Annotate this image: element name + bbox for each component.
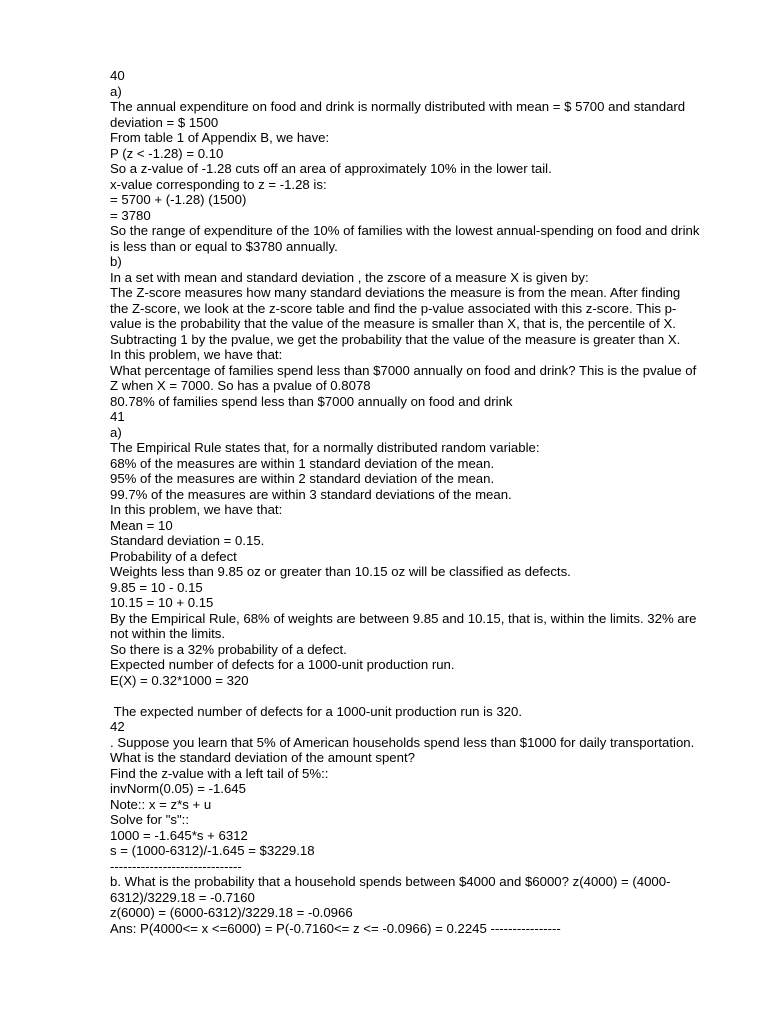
text-line: Probability of a defect: [110, 548, 237, 564]
text-paragraph: The Z-score measures how many standard deviations the measure is from the mean. After finding the Z-score, we look at the z-score table and find the p-value associated with this z-score. This p-value is the probability that the value of the measure is smaller than X, that is, the percentile of X. Subtracting 1 by the pvalue, we get the probability that the value of the measure is greater than X.: [110, 285, 684, 347]
equation-line: z(6000) = (6000-6312)/3229.18 = -0.0966: [110, 905, 353, 920]
blank-line: [110, 688, 700, 704]
text-line: By the Empirical Rule, 68% of weights are between 9.85 and 10.15, that is, within the limits. 32% are not within the limits.: [110, 610, 701, 641]
text-line: The expected number of defects for a 1000-unit production run is 320.: [110, 703, 523, 719]
equation-line: 9.85 = 10 - 0.15: [110, 579, 203, 595]
equation-line: s = (1000-6312)/-1.645 = $3229.18: [110, 843, 315, 858]
equation-line: Standard deviation = 0.15.: [110, 533, 265, 548]
text-line: So there is a 32% probability of a defect.: [110, 641, 347, 657]
equation-line: Note:: x = z*s + u: [110, 796, 212, 812]
text-line: Expected number of defects for a 1000-unit production run.: [110, 657, 455, 672]
problem-number: 42: [110, 719, 125, 734]
part-label: a): [110, 424, 122, 440]
text-line: 80.78% of families spend less than $7000 annually on food and drink: [110, 393, 513, 409]
text-line: b. What is the probability that a household spends between $4000 and $6000? z(4000) = (4000-6312)/3229.18 = -0.7160: [110, 874, 671, 905]
text-line: 68% of the measures are within 1 standard deviation of the mean.: [110, 455, 495, 471]
part-label: b): [110, 254, 122, 269]
text-line: . Suppose you learn that 5% of American households spend less than $1000 for daily transportation. What is the standard deviation of the amount spent?: [110, 734, 698, 765]
text-line: From table 1 of Appendix B, we have:: [110, 130, 330, 145]
text-line: Find the z-value with a left tail of 5%::: [110, 765, 329, 781]
text-line: 99.7% of the measures are within 3 standard deviations of the mean.: [110, 486, 512, 502]
equation-line: 1000 = -1.645*s + 6312: [110, 827, 248, 843]
separator-line: ------------------------------: [110, 858, 242, 874]
equation-line: = 3780: [110, 207, 151, 223]
text-line: In this problem, we have that:: [110, 502, 283, 517]
text-line: The annual expenditure on food and drink is normally distributed with mean = $ 5700 and standard deviation = $ 1500: [110, 99, 689, 130]
answer-line: Ans: P(4000<= x <=6000) = P(-0.7160<= z <= -0.0966) = 0.2245 ----------------: [110, 920, 561, 936]
equation-line: invNorm(0.05) = -1.645: [110, 781, 246, 796]
equation-line: P (z < -1.28) = 0.10: [110, 145, 224, 161]
text-line: In this problem, we have that:: [110, 347, 283, 362]
text-line: Solve for "s"::: [110, 812, 189, 827]
text-line: Weights less than 9.85 oz or greater than 10.15 oz will be classified as defects.: [110, 564, 571, 579]
text-line: What percentage of families spend less than $7000 annually on food and drink? This is the pvalue of Z when X = 7000. So has a pvalue of 0.8078: [110, 362, 700, 393]
document-page: [110, 68, 704, 936]
text-line: x-value corresponding to z = -1.28 is:: [110, 176, 327, 192]
text-line: 95% of the measures are within 2 standard deviation of the mean.: [110, 471, 495, 486]
equation-line: 10.15 = 10 + 0.15: [110, 595, 214, 610]
equation-line: E(X) = 0.32*1000 = 320: [110, 672, 249, 688]
part-label: a): [110, 83, 122, 99]
problem-number: 41: [110, 409, 125, 424]
text-line: In a set with mean and standard deviation , the zscore of a measure X is given by:: [110, 269, 589, 285]
text-line: So the range of expenditure of the 10% of families with the lowest annual-spending on food and drink is less than or equal to $3780 annually.: [110, 223, 704, 254]
text-line: So a z-value of -1.28 cuts off an area of approximately 10% in the lower tail.: [110, 161, 552, 176]
equation-line: = 5700 + (-1.28) (1500): [110, 192, 247, 207]
problem-number: 40: [110, 68, 125, 83]
text-line: The Empirical Rule states that, for a normally distributed random variable:: [110, 440, 540, 455]
equation-line: Mean = 10: [110, 517, 173, 533]
